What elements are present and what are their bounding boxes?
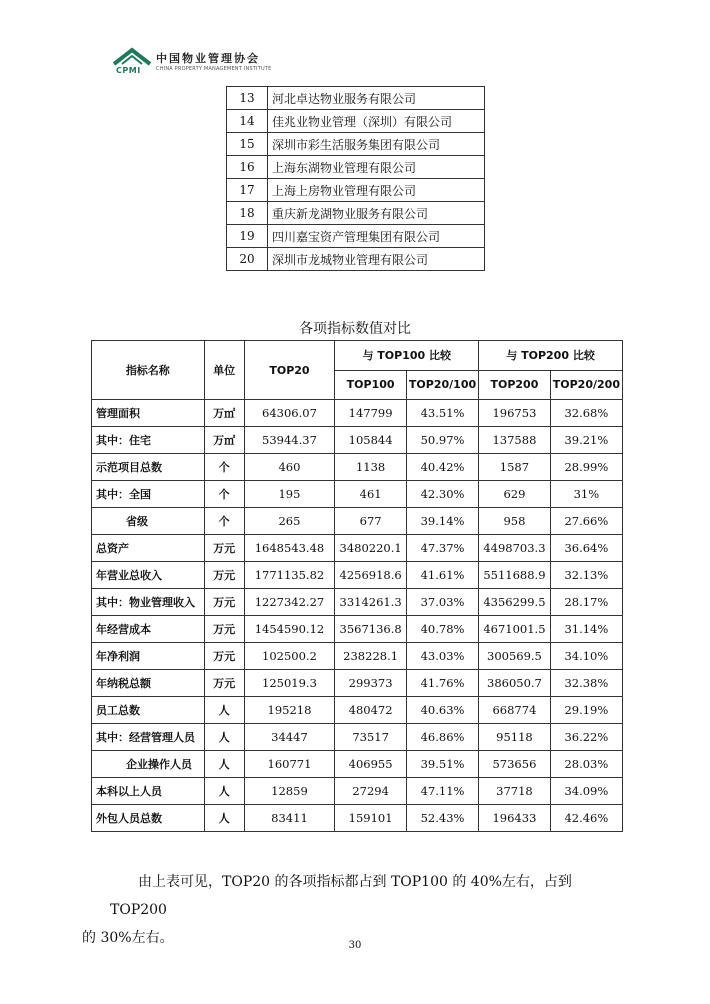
top200-value: 300569.5 — [479, 643, 551, 670]
top100-value: 480472 — [335, 697, 407, 724]
ratio-100-value: 46.86% — [406, 724, 478, 751]
ratio-200-value: 31.14% — [550, 616, 622, 643]
ratio-200-value: 28.99% — [550, 454, 622, 481]
ratio-200-value: 32.13% — [550, 562, 622, 589]
top100-value: 105844 — [335, 427, 407, 454]
ratio-200-value: 42.46% — [550, 805, 622, 832]
top200-value: 5511688.9 — [479, 562, 551, 589]
top20-value: 12859 — [244, 778, 335, 805]
unit-cell: 人 — [204, 724, 244, 751]
unit-cell: 万元 — [204, 643, 244, 670]
top100-value: 159101 — [335, 805, 407, 832]
ranking-table — [226, 86, 485, 271]
company-name: 重庆新龙湖物业服务有限公司 — [268, 202, 485, 225]
top20-value: 102500.2 — [244, 643, 335, 670]
table-row — [92, 697, 623, 724]
ratio-200-value: 32.68% — [550, 400, 622, 427]
unit-cell: 万元 — [204, 616, 244, 643]
top20-value: 195 — [244, 481, 335, 508]
ratio-200-value: 39.21% — [550, 427, 622, 454]
indicator-name: 其中：经营管理人员 — [92, 724, 205, 751]
indicator-name: 示范项目总数 — [92, 454, 205, 481]
summary-line-2: 的 30%左右。 — [82, 930, 174, 946]
header-vs-top100: 与 TOP100 比较 — [335, 341, 479, 371]
summary-line-1: 由上表可见，TOP20 的各项指标都占到 TOP100 的 40%左右，占到 TOP200 — [110, 874, 572, 918]
top20-value: 1648543.48 — [244, 535, 335, 562]
indicator-name: 员工总数 — [92, 697, 205, 724]
table-row — [227, 156, 485, 179]
unit-cell: 个 — [204, 481, 244, 508]
top100-value: 238228.1 — [335, 643, 407, 670]
indicator-name: 其中：住宅 — [92, 427, 205, 454]
table-row — [92, 805, 623, 832]
table-row — [92, 427, 623, 454]
unit-cell: 人 — [204, 778, 244, 805]
top200-value: 386050.7 — [479, 670, 551, 697]
header-ratio-200: TOP20/200 — [550, 370, 622, 400]
top200-value: 37718 — [479, 778, 551, 805]
indicator-name: 本科以上人员 — [92, 778, 205, 805]
logo-cpmi-text: CPMI — [116, 66, 141, 75]
top20-value: 1771135.82 — [244, 562, 335, 589]
ratio-100-value: 47.37% — [406, 535, 478, 562]
logo-org-name-cn: 中国物业管理协会 — [156, 52, 260, 65]
top20-value: 53944.37 — [244, 427, 335, 454]
top100-value: 3314261.3 — [335, 589, 407, 616]
indicator-name: 省级 — [92, 508, 205, 535]
top20-value: 64306.07 — [244, 400, 335, 427]
ratio-100-value: 47.11% — [406, 778, 478, 805]
company-name: 上海上房物业管理有限公司 — [268, 179, 485, 202]
ratio-100-value: 43.03% — [406, 643, 478, 670]
top100-value: 147799 — [335, 400, 407, 427]
unit-cell: 万㎡ — [204, 427, 244, 454]
indicator-name: 年营业总收入 — [92, 562, 205, 589]
top100-value: 461 — [335, 481, 407, 508]
table-row — [92, 643, 623, 670]
top20-value: 460 — [244, 454, 335, 481]
indicator-name: 其中：物业管理收入 — [92, 589, 205, 616]
top200-value: 629 — [479, 481, 551, 508]
unit-cell: 万㎡ — [204, 400, 244, 427]
header-logo — [112, 46, 292, 80]
table-row — [227, 179, 485, 202]
unit-cell: 万元 — [204, 589, 244, 616]
ratio-100-value: 37.03% — [406, 589, 478, 616]
top200-value: 196433 — [479, 805, 551, 832]
company-name: 深圳市龙城物业管理有限公司 — [268, 248, 485, 271]
top100-value: 299373 — [335, 670, 407, 697]
rank-number: 19 — [227, 225, 268, 248]
logo-org-name-en: CHINA PROPERTY MANAGEMENT INSTITUTE — [156, 66, 272, 72]
header-unit: 单位 — [204, 341, 244, 400]
unit-cell: 人 — [204, 751, 244, 778]
table-row — [92, 616, 623, 643]
rank-number: 20 — [227, 248, 268, 271]
ratio-100-value: 40.78% — [406, 616, 478, 643]
table-caption: 各项指标数值对比 — [299, 321, 411, 337]
ratio-100-value: 39.14% — [406, 508, 478, 535]
ratio-100-value: 41.61% — [406, 562, 478, 589]
table-row — [92, 535, 623, 562]
header-vs-top200: 与 TOP200 比较 — [479, 341, 623, 371]
top200-value: 137588 — [479, 427, 551, 454]
top200-value: 4671001.5 — [479, 616, 551, 643]
top100-value: 27294 — [335, 778, 407, 805]
header-indicator-name: 指标名称 — [92, 341, 205, 400]
ratio-100-value: 40.63% — [406, 697, 478, 724]
header-top200: TOP200 — [479, 370, 551, 400]
top200-value: 95118 — [479, 724, 551, 751]
rank-number: 16 — [227, 156, 268, 179]
table-row — [92, 778, 623, 805]
indicator-name: 企业操作人员 — [92, 751, 205, 778]
company-name: 四川嘉宝资产管理集团有限公司 — [268, 225, 485, 248]
top100-value: 4256918.6 — [335, 562, 407, 589]
indicator-name: 总资产 — [92, 535, 205, 562]
top200-value: 668774 — [479, 697, 551, 724]
top200-value: 573656 — [479, 751, 551, 778]
table-row — [92, 751, 623, 778]
ratio-100-value: 40.42% — [406, 454, 478, 481]
table-row — [227, 202, 485, 225]
top20-value: 1227342.27 — [244, 589, 335, 616]
table-row — [227, 110, 485, 133]
page-number: 30 — [348, 940, 362, 951]
ratio-200-value: 32.38% — [550, 670, 622, 697]
ratio-200-value: 34.09% — [550, 778, 622, 805]
top200-value: 1587 — [479, 454, 551, 481]
table-row — [227, 87, 485, 110]
table-row — [227, 248, 485, 271]
header-top100: TOP100 — [335, 370, 407, 400]
top20-value: 1454590.12 — [244, 616, 335, 643]
unit-cell: 万元 — [204, 562, 244, 589]
indicator-name: 年净利润 — [92, 643, 205, 670]
top200-value: 958 — [479, 508, 551, 535]
rank-number: 13 — [227, 87, 268, 110]
top200-value: 4498703.3 — [479, 535, 551, 562]
company-name: 佳兆业物业管理（深圳）有限公司 — [268, 110, 485, 133]
indicator-name: 其中：全国 — [92, 481, 205, 508]
unit-cell: 万元 — [204, 670, 244, 697]
ratio-100-value: 42.30% — [406, 481, 478, 508]
top100-value: 1138 — [335, 454, 407, 481]
table-row — [92, 481, 623, 508]
unit-cell: 人 — [204, 697, 244, 724]
top20-value: 125019.3 — [244, 670, 335, 697]
company-name: 上海东湖物业管理有限公司 — [268, 156, 485, 179]
indicator-name: 年经营成本 — [92, 616, 205, 643]
table-row — [92, 562, 623, 589]
top20-value: 265 — [244, 508, 335, 535]
table-row — [227, 225, 485, 248]
company-name: 深圳市彩生活服务集团有限公司 — [268, 133, 485, 156]
top20-value: 160771 — [244, 751, 335, 778]
ratio-100-value: 41.76% — [406, 670, 478, 697]
table-row — [92, 400, 623, 427]
table-row — [92, 670, 623, 697]
top100-value: 3567136.8 — [335, 616, 407, 643]
ratio-200-value: 29.19% — [550, 697, 622, 724]
comparison-table — [91, 340, 623, 832]
ratio-100-value: 43.51% — [406, 400, 478, 427]
ratio-200-value: 28.03% — [550, 751, 622, 778]
ratio-200-value: 36.64% — [550, 535, 622, 562]
unit-cell: 个 — [204, 508, 244, 535]
ratio-100-value: 39.51% — [406, 751, 478, 778]
company-name: 河北卓达物业服务有限公司 — [268, 87, 485, 110]
table-row — [92, 589, 623, 616]
header-ratio-100: TOP20/100 — [406, 370, 478, 400]
ratio-200-value: 28.17% — [550, 589, 622, 616]
unit-cell: 万元 — [204, 535, 244, 562]
top200-value: 196753 — [479, 400, 551, 427]
ratio-200-value: 34.10% — [550, 643, 622, 670]
unit-cell: 人 — [204, 805, 244, 832]
rank-number: 18 — [227, 202, 268, 225]
rank-number: 15 — [227, 133, 268, 156]
top20-value: 83411 — [244, 805, 335, 832]
top20-value: 195218 — [244, 697, 335, 724]
top100-value: 73517 — [335, 724, 407, 751]
top100-value: 406955 — [335, 751, 407, 778]
top100-value: 677 — [335, 508, 407, 535]
ratio-200-value: 36.22% — [550, 724, 622, 751]
table-row — [227, 133, 485, 156]
ratio-100-value: 50.97% — [406, 427, 478, 454]
top100-value: 3480220.1 — [335, 535, 407, 562]
ratio-200-value: 27.66% — [550, 508, 622, 535]
table-row — [92, 724, 623, 751]
ratio-100-value: 52.43% — [406, 805, 478, 832]
ratio-200-value: 31% — [550, 481, 622, 508]
rank-number: 17 — [227, 179, 268, 202]
unit-cell: 个 — [204, 454, 244, 481]
indicator-name: 外包人员总数 — [92, 805, 205, 832]
top20-value: 34447 — [244, 724, 335, 751]
top200-value: 4356299.5 — [479, 589, 551, 616]
indicator-name: 管理面积 — [92, 400, 205, 427]
rank-number: 14 — [227, 110, 268, 133]
indicator-name: 年纳税总额 — [92, 670, 205, 697]
header-top20: TOP20 — [244, 341, 335, 400]
table-row — [92, 508, 623, 535]
table-row — [92, 454, 623, 481]
